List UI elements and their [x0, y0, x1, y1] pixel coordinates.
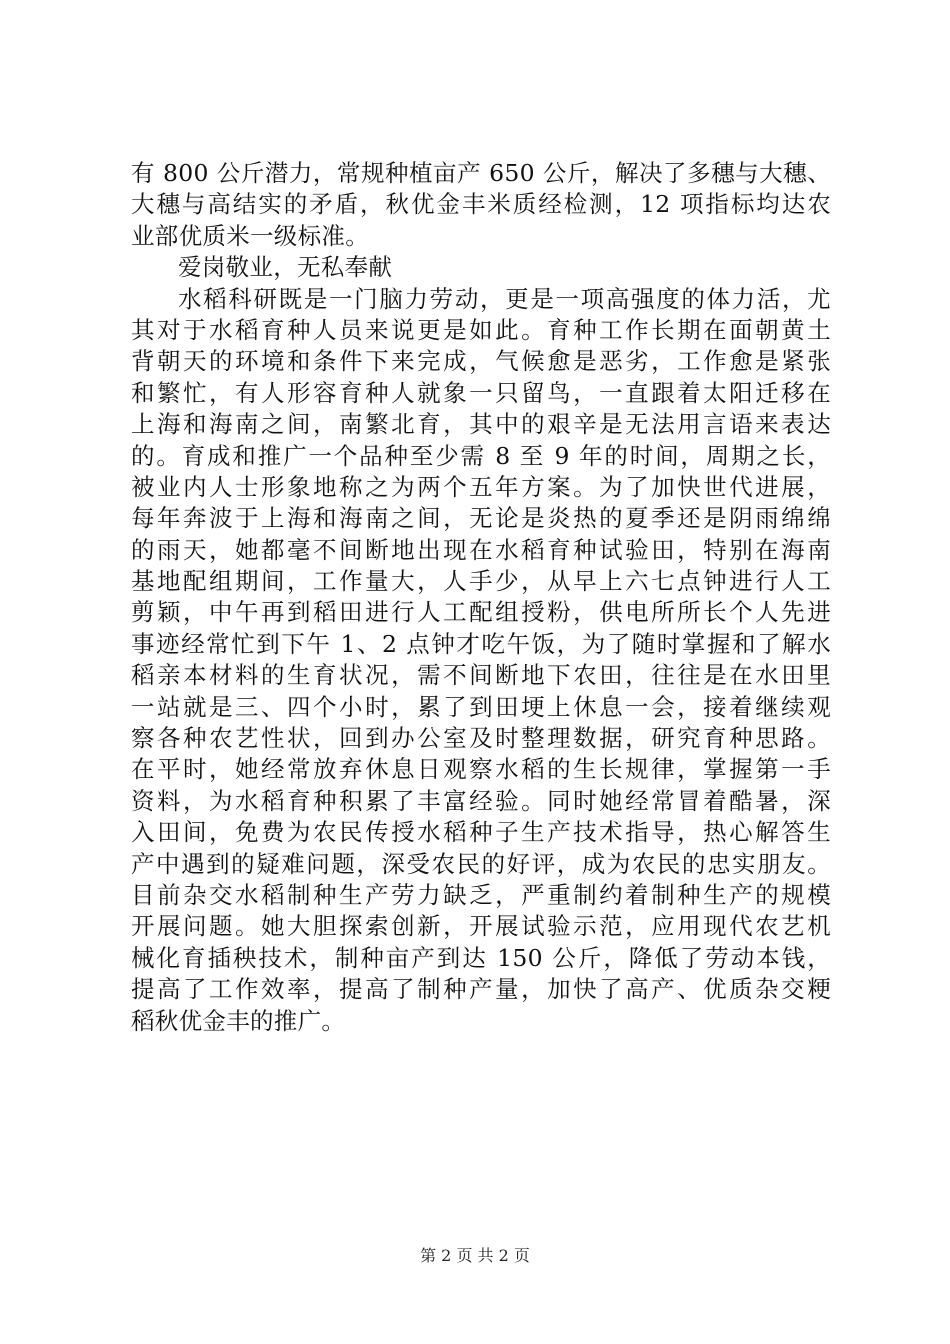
text-line: 其对于水稻育种人员来说更是如此。育种工作长期在面朝黄土: [131, 315, 831, 344]
text-line: 爱岗敬业，无私奉献: [178, 253, 393, 282]
page-footer: 第 2 页 共 2 页: [420, 1246, 530, 1265]
text-line: 基地配组期间，工作量大，人手少，从早上六七点钟进行人工: [131, 567, 831, 596]
text-line: 水稻科研既是一门脑力劳动，更是一项高强度的体力活，尤: [178, 284, 831, 313]
text-line: 被业内人士形象地称之为两个五年方案。为了加快世代进展，: [131, 472, 831, 501]
text-line: 的雨天，她都毫不间断地出现在水稻育种试验田，特别在海南: [131, 535, 831, 564]
text-line: 入田间，免费为农民传授水稻种子生产技术指导，热心解答生: [131, 818, 831, 847]
text-line: 背朝天的环境和条件下来完成，气候愈是恶劣，工作愈是紧张: [131, 347, 831, 376]
text-line: 剪颖，中午再到稻田进行人工配组授粉，供电所所长个人先进: [131, 598, 831, 627]
text-line: 目前杂交水稻制种生产劳力缺乏，严重制约着制种生产的规模: [131, 880, 831, 909]
paragraph: [131, 158, 831, 252]
text-line: 业部优质米一级标准。: [131, 221, 369, 250]
text-line: 和繁忙，有人形容育种人就象一只留鸟，一直跟着太阳迁移在: [131, 378, 831, 407]
text-line: 上海和海南之间，南繁北育，其中的艰辛是无法用言语来表达: [131, 410, 831, 439]
text-line: 事迹经常忙到下午 1、2 点钟才吃午饭，为了随时掌握和了解水: [131, 629, 831, 658]
paragraph: [131, 284, 831, 1037]
text-line: 资料，为水稻育种积累了丰富经验。同时她经常冒着酷暑，深: [131, 786, 831, 815]
text-line: 稻亲本材料的生育状况，需不间断地下农田，往往是在水田里: [131, 661, 831, 690]
text-line: 械化育插秧技术，制种亩产到达 150 公斤，降低了劳动本钱，: [131, 943, 831, 972]
text-line: 稻秋优金丰的推广。: [131, 1006, 346, 1035]
text-line: 开展问题。她大胆探索创新，开展试验示范，应用现代农艺机: [131, 912, 831, 941]
document-body: [131, 158, 831, 1037]
text-line: 大穗与高结实的矛盾，秋优金丰米质经检测，12 项指标均达农: [131, 190, 831, 219]
paragraph: [131, 252, 831, 283]
text-line: 在平时，她经常放弃休息日观察水稻的生长规律，掌握第一手: [131, 755, 831, 784]
text-line: 的。育成和推广一个品种至少需 8 至 9 年的时间，周期之长，: [131, 441, 831, 470]
text-line: 有 800 公斤潜力，常规种植亩产 650 公斤，解决了多穗与大穗、: [131, 159, 831, 187]
text-line: 每年奔波于上海和海南之间，无论是炎热的夏季还是阴雨绵绵: [131, 504, 831, 533]
text-line: 察各种农艺性状，回到办公室及时整理数据，研究育种思路。: [131, 724, 831, 753]
text-line: 产中遇到的疑难问题，深受农民的好评，成为农民的忠实朋友。: [131, 849, 831, 878]
text-line: 提高了工作效率，提高了制种产量，加快了高产、优质杂交粳: [131, 975, 831, 1004]
text-line: 一站就是三、四个小时，累了到田埂上休息一会，接着继续观: [131, 692, 831, 721]
